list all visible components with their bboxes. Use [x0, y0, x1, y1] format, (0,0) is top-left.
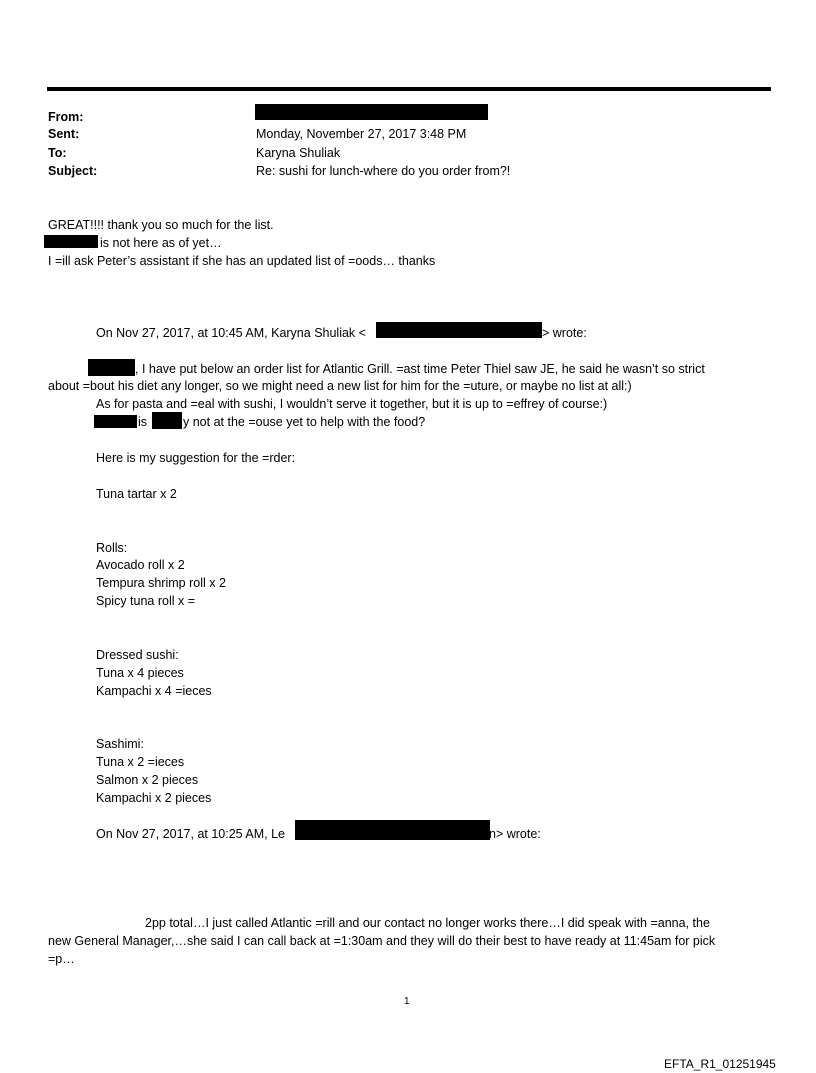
- sashimi-heading: Sashimi:: [96, 737, 144, 751]
- sent-label: Sent:: [48, 127, 80, 141]
- quote1-para1-b: about =bout his diet any longer, so we might need a new list for him for the =uture, or maybe no list at all:): [48, 379, 632, 393]
- quote1-para2: As for pasta and =eal with sushi, I wouldn’t serve it together, but it is up to =effrey of course:): [96, 397, 608, 411]
- quote1-para3-a: is: [138, 415, 148, 429]
- redaction-email-2: [295, 820, 490, 840]
- document-id: EFTA_R1_01251945: [664, 1057, 776, 1071]
- body-line-2: is not here as of yet…: [100, 236, 222, 250]
- quote2-intro-end: n> wrote:: [489, 827, 541, 841]
- dressed-heading: Dressed sushi:: [96, 648, 179, 662]
- to-value: Karyna Shuliak: [256, 146, 341, 160]
- page-number: 1: [404, 996, 410, 1007]
- quote1-para1-a: , I have put below an order list for Atlantic Grill. =ast time Peter Thiel saw JE, he said he wasn’t so strict: [135, 362, 705, 376]
- redaction-body-name: [44, 235, 98, 248]
- quote1-intro: On Nov 27, 2017, at 10:45 AM, Karyna Shuliak <: [96, 326, 366, 340]
- redaction-name-a: [94, 415, 137, 428]
- quote2-para-1: 2pp total…I just called Atlantic =rill and our contact no longer works there…I did speak with =anna, the: [145, 916, 710, 930]
- list-item: Tempura shrimp roll x 2: [96, 576, 226, 590]
- body-line-3: I =ill ask Peter’s assistant if she has an updated list of =oods… thanks: [48, 254, 436, 268]
- redaction-from: [255, 104, 488, 120]
- from-label: From:: [48, 110, 84, 124]
- subject-value: Re: sushi for lunch-where do you order from?!: [256, 164, 511, 178]
- redaction-name-b: [152, 412, 182, 429]
- list-item: Tuna x 2 =ieces: [96, 755, 185, 769]
- list-item: Kampachi x 2 pieces: [96, 791, 212, 805]
- quote1-suggestion: Here is my suggestion for the =rder:: [96, 451, 296, 465]
- rolls-heading: Rolls:: [96, 541, 128, 555]
- sent-value: Monday, November 27, 2017 3:48 PM: [256, 127, 467, 141]
- redaction-email-1: [376, 322, 542, 338]
- subject-label: Subject:: [48, 164, 98, 178]
- tuna-tartar: Tuna tartar x 2: [96, 487, 177, 501]
- quote1-intro-end: > wrote:: [542, 326, 587, 340]
- quote2-para-3: =p…: [48, 952, 75, 966]
- to-label: To:: [48, 146, 67, 160]
- quote2-para-2: new General Manager,…she said I can call back at =1:30am and they will do their best to have ready at 11:45am for pick: [48, 934, 716, 948]
- body-line-1: GREAT!!!! thank you so much for the list.: [48, 218, 274, 232]
- redaction-greeting: [88, 359, 135, 376]
- list-item: Kampachi x 4 =ieces: [96, 684, 212, 698]
- list-item: Salmon x 2 pieces: [96, 773, 199, 787]
- list-item: Tuna x 4 pieces: [96, 666, 184, 680]
- list-item: Avocado roll x 2: [96, 558, 185, 572]
- header-rule: [47, 87, 771, 91]
- quote2-intro: On Nov 27, 2017, at 10:25 AM, Le: [96, 827, 286, 841]
- quote1-para3-b: y not at the =ouse yet to help with the food?: [183, 415, 426, 429]
- list-item: Spicy tuna roll x =: [96, 594, 196, 608]
